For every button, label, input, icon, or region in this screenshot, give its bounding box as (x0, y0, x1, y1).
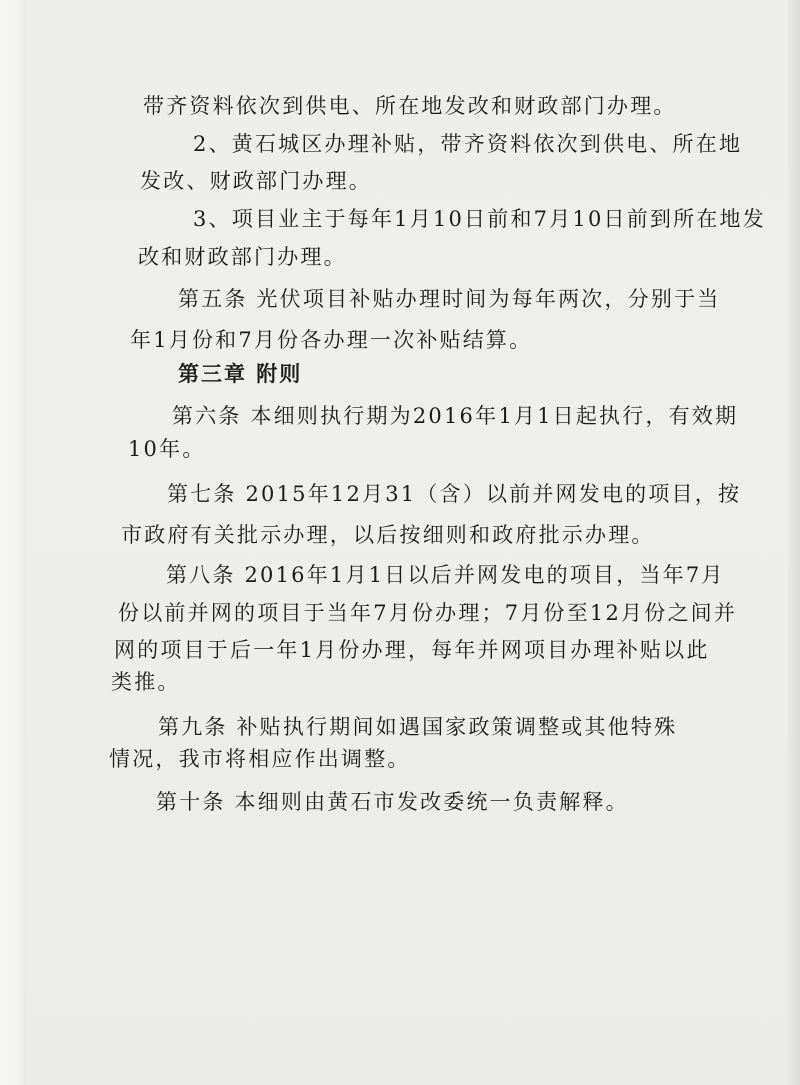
text-line-3: 发改、财政部门办理。 (140, 169, 372, 193)
page-left-margin (0, 0, 26, 1085)
chapter-heading: 第三章 附则 (178, 361, 303, 386)
text-line-13: 第八条 2016年1月1日以后并网发电的项目，当年7月 (166, 563, 725, 587)
text-line-12: 市政府有关批示办理，以后按细则和政府批示办理。 (121, 523, 655, 547)
text-line-9: 第六条 本细则执行期为2016年1月1日起执行，有效期 (172, 404, 739, 428)
text-line-16: 类推。 (111, 670, 181, 694)
text-line-5: 改和财政部门办理。 (138, 245, 347, 269)
text-line-19: 第十条 本细则由黄石市发改委统一负责解释。 (156, 790, 629, 814)
page-right-shadow (788, 0, 800, 1085)
text-line-6: 第五条 光伏项目补贴办理时间为每年两次，分别于当 (178, 287, 721, 311)
text-line-10: 10年。 (128, 437, 206, 461)
text-line-2: 2、黄石城区办理补贴，带齐资料依次到供电、所在地 (193, 132, 743, 156)
text-line-17: 第九条 补贴执行期间如遇国家政策调整或其他特殊 (158, 715, 678, 739)
text-line-11: 第七条 2015年12月31（含）以前并网发电的项目，按 (167, 482, 742, 506)
text-line-4: 3、项目业主于每年1月10日前和7月10日前到所在地发 (193, 207, 766, 231)
text-line-1: 带齐资料依次到供电、所在地发改和财政部门办理。 (143, 94, 677, 118)
text-line-18: 情况，我市将相应作出调整。 (109, 747, 411, 771)
text-line-15: 网的项目于后一年1月份办理，每年并网项目办理补贴以此 (114, 638, 710, 662)
text-line-7: 年1月份和7月份各办理一次补贴结算。 (130, 328, 533, 352)
text-line-14: 份以前并网的项目于当年7月份办理；7月份至12月份之间并 (118, 601, 738, 625)
